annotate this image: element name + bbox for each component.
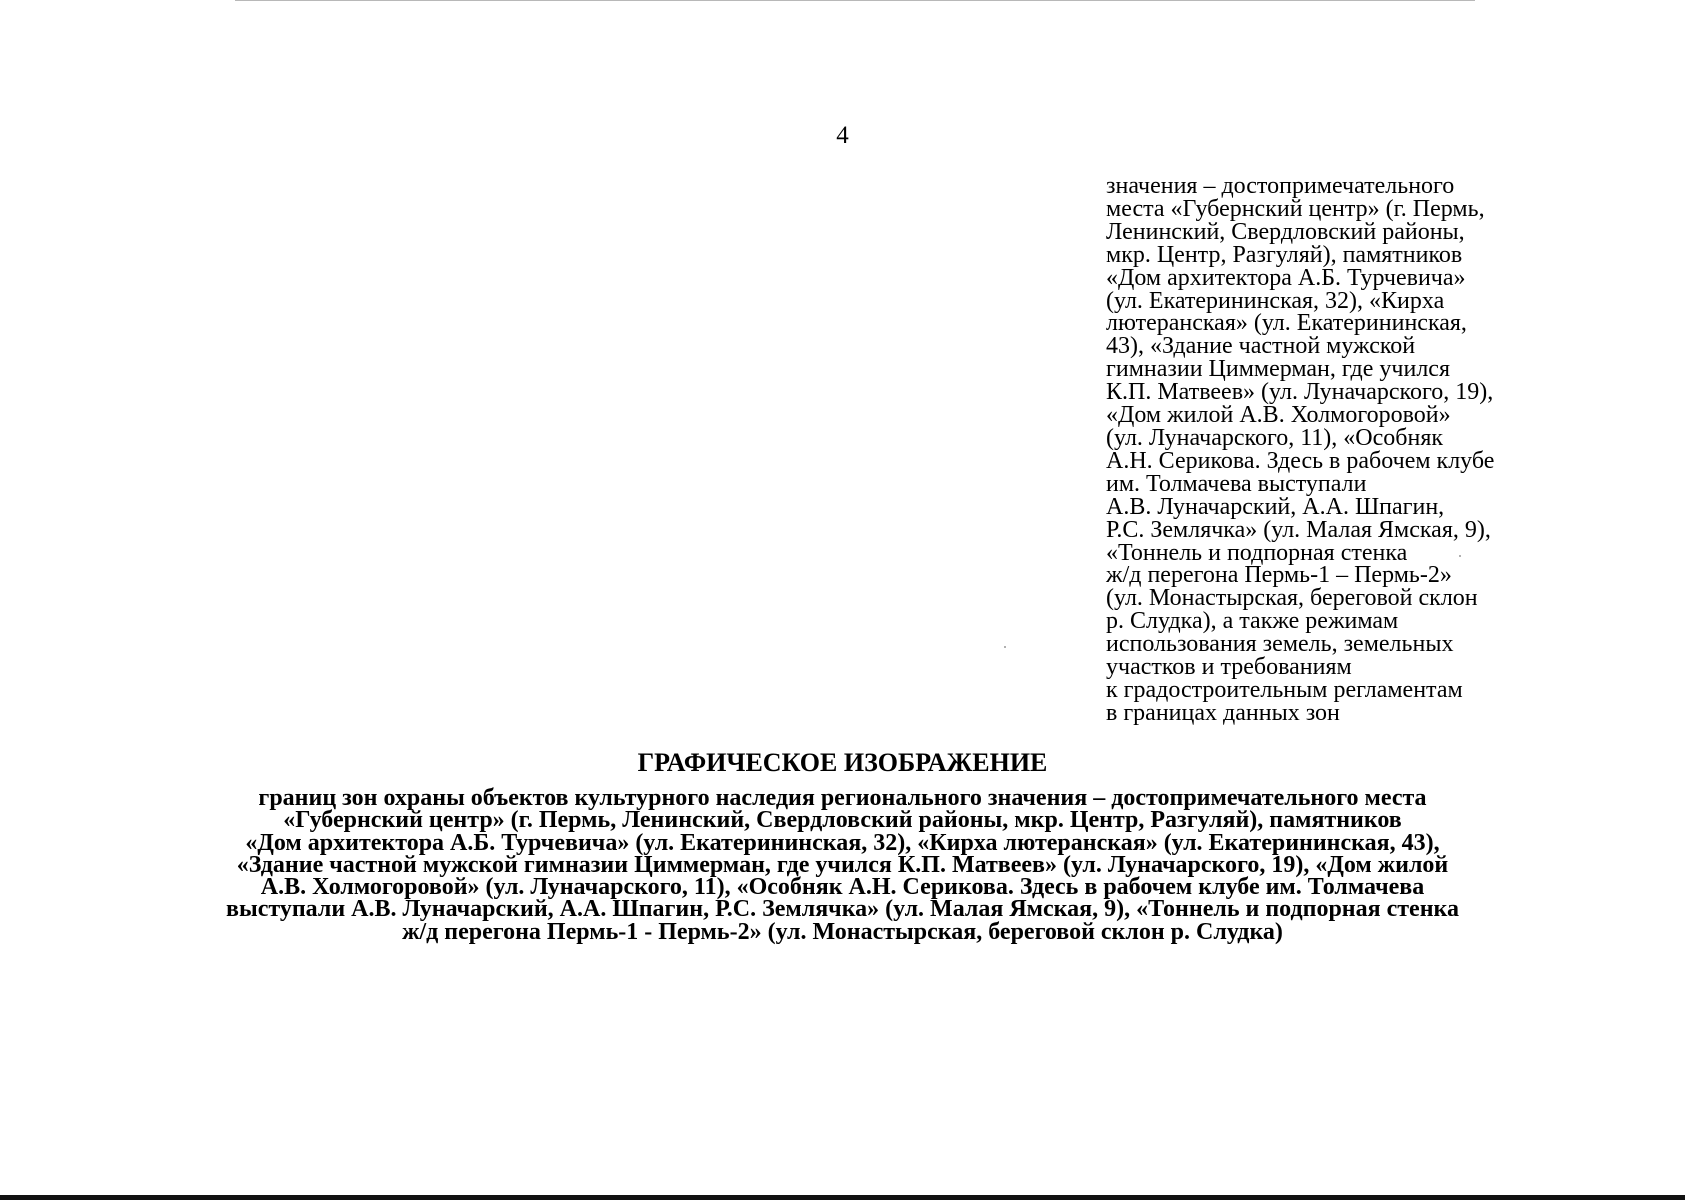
approval-line: Ленинский, Свердловский районы, [1106, 218, 1465, 245]
page-number: 4 [836, 122, 849, 149]
approval-line: ж/д перегона Пермь-1 – Пермь-2» [1106, 562, 1452, 589]
approval-line: в границах данных зон [1106, 699, 1340, 726]
approval-line: А.В. Луначарский, А.А. Шпагин, [1106, 493, 1445, 520]
approval-line: использования земель, земельных [1106, 631, 1454, 658]
approval-line: «Тоннель и подпорная стенка [1106, 539, 1408, 566]
approval-line: «Дом архитектора А.Б. Турчевича» [1106, 264, 1466, 291]
approval-line: лютеранская» (ул. Екатерининская, [1106, 310, 1467, 337]
approval-line: «Дом жилой А.В. Холмогоровой» [1106, 402, 1451, 429]
subtitle-line: ж/д перегона Пермь-1 - Пермь-2» (ул. Монастырская, береговой склон р. Слудка) [402, 918, 1283, 945]
approval-line: места «Губернский центр» (г. Пермь, [1106, 195, 1485, 222]
document-subtitle [0, 787, 1685, 943]
approval-line: К.П. Матвеев» (ул. Луначарского, 19), [1106, 379, 1494, 406]
bottom-edge-rule [0, 1195, 1685, 1200]
approval-line: участков и требованиям [1106, 654, 1352, 681]
approval-line: к градостроительным регламентам [1106, 676, 1463, 703]
approval-line: (ул. Екатерининская, 32), «Кирха [1106, 287, 1445, 314]
approval-line: им. Толмачева выступали [1106, 470, 1367, 497]
approval-line: Р.С. Землячка» (ул. Малая Ямская, 9), [1106, 516, 1491, 543]
subtitle-line: «Здание частной мужской гимназии Циммерман, где учился К.П. Матвеев» (ул. Луначарского, 19), «Дом жилой [236, 851, 1449, 878]
subtitle-line: «Дом архитектора А.Б. Турчевича» (ул. Екатерининская, 32), «Кирха лютеранская» (ул. Екатерининская, 43), [245, 829, 1440, 856]
subtitle-line: границ зон охраны объектов культурного наследия регионального значения – достопримечательного места [258, 785, 1427, 811]
approval-block [1106, 175, 1666, 725]
approval-line: мкр. Центр, Разгуляй), памятников [1106, 241, 1463, 268]
top-edge-rule [235, 0, 1475, 1]
approval-line: (ул. Луначарского, 11), «Особняк [1106, 424, 1444, 451]
approval-line: р. Слудка), а также режимам [1106, 608, 1399, 635]
approval-line: гимназии Циммерман, где учился [1106, 356, 1450, 383]
approval-line: значения – достопримечательного [1106, 173, 1455, 199]
subtitle-line: выступали А.В. Луначарский, А.А. Шпагин, Р.С. Землячка» (ул. Малая Ямская, 9), «Тоннель и подпорная стенка [226, 896, 1459, 923]
document-title: ГРАФИЧЕСКОЕ ИЗОБРАЖЕНИЕ [637, 748, 1048, 777]
subtitle-line: «Губернский центр» (г. Пермь, Ленинский, Свердловский районы, мкр. Центр, Разгуляй), памятников [283, 807, 1402, 834]
subtitle-line: А.В. Холмогоровой» (ул. Луначарского, 11), «Особняк А.Н. Серикова. Здесь в рабочем клубе им. Толмачева [260, 874, 1425, 901]
scan-speck [1459, 555, 1461, 557]
approval-line: 43), «Здание частной мужской [1106, 333, 1416, 360]
approval-line: А.Н. Серикова. Здесь в рабочем клубе [1106, 447, 1495, 474]
scan-speck [1004, 646, 1006, 648]
approval-line: (ул. Монастырская, береговой склон [1106, 585, 1478, 612]
